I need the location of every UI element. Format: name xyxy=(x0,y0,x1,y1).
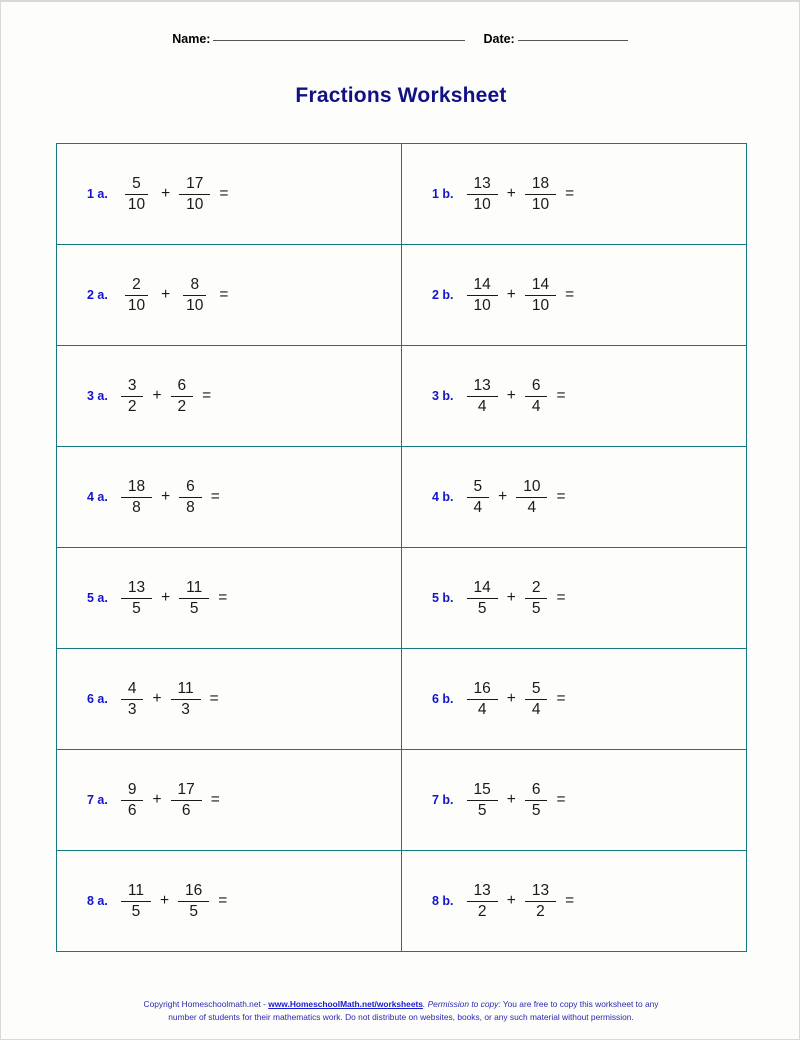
numerator: 6 xyxy=(179,478,202,497)
denominator: 8 xyxy=(132,498,141,516)
denominator: 8 xyxy=(186,498,195,516)
equals-sign: = xyxy=(202,387,212,405)
operator-plus: + xyxy=(152,791,162,809)
equals-sign: = xyxy=(218,589,228,607)
denominator: 5 xyxy=(477,801,487,819)
problem-cell xyxy=(402,750,747,851)
problem-grid xyxy=(56,143,747,952)
denominator: 5 xyxy=(189,902,198,920)
fraction-first xyxy=(467,680,498,718)
problem-expression xyxy=(121,882,227,920)
problem-row xyxy=(57,750,747,851)
fraction-second xyxy=(525,579,548,617)
denominator: 5 xyxy=(477,599,487,617)
problem-label: 7 a. xyxy=(87,793,108,807)
page-title: Fractions Worksheet xyxy=(295,84,507,107)
problem-expression xyxy=(121,478,220,516)
permission-text-part1: You are free to copy this worksheet to any xyxy=(500,999,659,1009)
numerator: 13 xyxy=(121,579,152,598)
problem-row xyxy=(57,346,747,447)
problem-expression xyxy=(121,276,229,314)
problem-row xyxy=(57,447,747,548)
numerator: 11 xyxy=(121,882,151,901)
operator-plus: + xyxy=(161,185,171,203)
numerator: 5 xyxy=(467,478,490,497)
equals-sign: = xyxy=(218,892,228,910)
numerator: 13 xyxy=(467,175,498,194)
problem-expression xyxy=(121,377,211,415)
fraction-first xyxy=(121,579,152,617)
operator-plus: + xyxy=(161,488,171,506)
numerator: 6 xyxy=(525,377,548,396)
problem-label: 3 a. xyxy=(87,389,108,403)
problem-label: 6 b. xyxy=(432,692,454,706)
fraction-second xyxy=(179,579,209,617)
problem-expression xyxy=(467,478,566,516)
problem-label: 6 a. xyxy=(87,692,108,706)
numerator: 15 xyxy=(467,781,498,800)
denominator: 10 xyxy=(127,296,146,314)
problem-cell xyxy=(57,245,402,346)
denominator: 10 xyxy=(127,195,146,213)
problem-expression xyxy=(467,882,575,920)
footer-line-1 xyxy=(1,998,800,1011)
fraction-first xyxy=(467,377,498,415)
operator-plus: + xyxy=(506,791,516,809)
problem-expression xyxy=(467,680,566,718)
denominator: 5 xyxy=(189,599,199,617)
problem-3b xyxy=(402,346,746,446)
problem-label: 8 a. xyxy=(87,894,108,908)
problem-cell xyxy=(402,245,747,346)
numerator: 13 xyxy=(467,377,498,396)
operator-plus: + xyxy=(152,387,162,405)
operator-plus: + xyxy=(498,488,508,506)
problem-1b xyxy=(402,144,746,244)
denominator: 10 xyxy=(531,195,550,213)
numerator: 13 xyxy=(467,882,498,901)
problem-label: 1 b. xyxy=(432,187,454,201)
denominator: 10 xyxy=(531,296,550,314)
problem-expression xyxy=(467,781,566,819)
problem-cell xyxy=(402,346,747,447)
problem-label: 5 a. xyxy=(87,591,108,605)
fraction-second xyxy=(179,478,202,516)
fraction-second xyxy=(525,276,556,314)
equals-sign: = xyxy=(556,791,566,809)
denominator: 4 xyxy=(477,397,487,415)
operator-plus: + xyxy=(506,286,516,304)
footer xyxy=(1,998,800,1023)
problem-2a xyxy=(57,245,401,345)
problem-cell xyxy=(57,851,402,952)
operator-plus: + xyxy=(506,185,516,203)
denominator: 10 xyxy=(186,296,204,314)
fraction-first xyxy=(467,478,490,516)
fraction-first xyxy=(121,680,144,718)
numerator: 16 xyxy=(178,882,209,901)
numerator: 2 xyxy=(125,276,148,295)
denominator: 2 xyxy=(477,902,487,920)
equals-sign: = xyxy=(565,892,575,910)
denominator: 5 xyxy=(531,599,541,617)
problem-2b xyxy=(402,245,746,345)
fraction-first xyxy=(467,781,498,819)
fraction-first xyxy=(467,175,498,213)
operator-plus: + xyxy=(506,892,516,910)
equals-sign: = xyxy=(556,690,566,708)
problem-5a xyxy=(57,548,401,648)
date-input-rule[interactable] xyxy=(518,40,628,41)
equals-sign: = xyxy=(210,488,220,506)
problem-7b xyxy=(402,750,746,850)
denominator: 6 xyxy=(127,801,137,819)
numerator: 8 xyxy=(183,276,206,295)
numerator: 14 xyxy=(467,579,498,598)
problem-label: 4 b. xyxy=(432,490,454,504)
fraction-second xyxy=(171,377,194,415)
denominator: 4 xyxy=(473,498,483,516)
numerator: 9 xyxy=(121,781,144,800)
numerator: 17 xyxy=(179,175,210,194)
denominator: 5 xyxy=(132,599,141,617)
denominator: 4 xyxy=(531,397,541,415)
fraction-first xyxy=(121,276,152,314)
fraction-first xyxy=(467,579,498,617)
problem-4a xyxy=(57,447,401,547)
problem-expression xyxy=(121,680,219,718)
denominator: 10 xyxy=(473,296,491,314)
fraction-second xyxy=(525,175,556,213)
equals-sign: = xyxy=(556,387,566,405)
problem-cell xyxy=(57,548,402,649)
denominator: 2 xyxy=(177,397,187,415)
problem-expression xyxy=(467,175,575,213)
problem-4b xyxy=(402,447,746,547)
numerator: 5 xyxy=(525,680,548,699)
problem-label: 7 b. xyxy=(432,793,454,807)
denominator: 10 xyxy=(186,195,204,213)
numerator: 18 xyxy=(525,175,556,194)
fraction-first xyxy=(121,478,152,516)
denominator: 10 xyxy=(473,195,491,213)
equals-sign: = xyxy=(556,488,566,506)
numerator: 17 xyxy=(171,781,202,800)
problem-label: 2 b. xyxy=(432,288,454,302)
equals-sign: = xyxy=(209,690,219,708)
copyright-text: Copyright Homeschoolmath.net - xyxy=(143,999,269,1009)
denominator: 4 xyxy=(477,700,487,718)
problem-cell xyxy=(402,548,747,649)
problem-cell xyxy=(57,649,402,750)
fraction-second xyxy=(525,377,548,415)
numerator: 2 xyxy=(525,579,548,598)
numerator: 11 xyxy=(171,680,201,699)
problem-label: 1 a. xyxy=(87,187,108,201)
fraction-first xyxy=(121,175,152,213)
problem-label: 3 b. xyxy=(432,389,454,403)
fraction-second xyxy=(179,276,210,314)
problem-grid-body xyxy=(57,144,747,952)
operator-plus: + xyxy=(159,892,170,910)
numerator: 11 xyxy=(179,579,209,598)
fraction-second xyxy=(171,781,202,819)
numerator: 6 xyxy=(171,377,194,396)
problem-expression xyxy=(467,377,566,415)
problem-cell xyxy=(402,144,747,245)
operator-plus: + xyxy=(152,690,162,708)
problem-6a xyxy=(57,649,401,749)
numerator: 16 xyxy=(467,680,498,699)
problem-cell xyxy=(402,851,747,952)
problem-cell xyxy=(57,447,402,548)
denominator: 2 xyxy=(127,397,137,415)
problem-8b xyxy=(402,851,746,951)
denominator: 3 xyxy=(127,700,137,718)
operator-plus: + xyxy=(506,589,516,607)
equals-sign: = xyxy=(219,286,229,304)
problem-cell xyxy=(402,447,747,548)
name-input-rule[interactable] xyxy=(213,40,465,41)
numerator: 3 xyxy=(121,377,144,396)
name-label: Name: xyxy=(172,32,211,46)
problem-expression xyxy=(467,276,575,314)
fraction-first xyxy=(121,882,151,920)
date-label: Date: xyxy=(483,32,515,46)
numerator: 18 xyxy=(121,478,152,497)
fraction-second xyxy=(516,478,547,516)
problem-row xyxy=(57,649,747,750)
denominator: 4 xyxy=(527,498,537,516)
fraction-first xyxy=(467,276,498,314)
fraction-second xyxy=(525,781,548,819)
denominator: 2 xyxy=(536,902,545,920)
fraction-second xyxy=(178,882,209,920)
equals-sign: = xyxy=(219,185,229,203)
problem-5b xyxy=(402,548,746,648)
problem-expression xyxy=(467,579,566,617)
problem-cell xyxy=(402,649,747,750)
denominator: 5 xyxy=(131,902,141,920)
problem-cell xyxy=(57,750,402,851)
problem-row xyxy=(57,851,747,952)
operator-plus: + xyxy=(161,286,171,304)
denominator: 5 xyxy=(531,801,541,819)
numerator: 13 xyxy=(525,882,556,901)
numerator: 10 xyxy=(516,478,547,497)
denominator: 3 xyxy=(181,700,190,718)
numerator: 14 xyxy=(467,276,498,295)
problem-expression xyxy=(121,579,227,617)
fraction-second xyxy=(525,882,556,920)
problem-label: 5 b. xyxy=(432,591,454,605)
numerator: 6 xyxy=(525,781,548,800)
problem-row xyxy=(57,245,747,346)
equals-sign: = xyxy=(565,286,575,304)
fraction-second xyxy=(171,680,201,718)
problem-label: 4 a. xyxy=(87,490,108,504)
problem-cell xyxy=(57,346,402,447)
denominator: 4 xyxy=(531,700,541,718)
numerator: 4 xyxy=(121,680,144,699)
problem-label: 2 a. xyxy=(87,288,108,302)
fraction-first xyxy=(121,781,144,819)
fraction-first xyxy=(467,882,498,920)
operator-plus: + xyxy=(161,589,171,607)
problem-row xyxy=(57,548,747,649)
fraction-second xyxy=(525,680,548,718)
permission-label: . Permission to copy: xyxy=(422,999,501,1009)
problem-7a xyxy=(57,750,401,850)
operator-plus: + xyxy=(506,387,516,405)
fraction-second xyxy=(179,175,210,213)
problem-expression xyxy=(121,781,220,819)
denominator: 6 xyxy=(181,801,191,819)
problem-8a xyxy=(57,851,401,951)
operator-plus: + xyxy=(506,690,516,708)
numerator: 14 xyxy=(525,276,556,295)
problem-cell xyxy=(57,144,402,245)
problem-row xyxy=(57,144,747,245)
equals-sign: = xyxy=(556,589,566,607)
problem-1a xyxy=(57,144,401,244)
numerator: 5 xyxy=(125,175,148,194)
homeschoolmath-link[interactable]: www.HomeschoolMath.net/worksheets xyxy=(268,999,423,1009)
problem-6b xyxy=(402,649,746,749)
problem-expression xyxy=(121,175,229,213)
footer-line-2: number of students for their mathematics work. Do not distribute on websites, books, or any such material without permission. xyxy=(168,1011,634,1022)
fraction-first xyxy=(121,377,144,415)
equals-sign: = xyxy=(565,185,575,203)
equals-sign: = xyxy=(210,791,220,809)
problem-3a xyxy=(57,346,401,446)
problem-label: 8 b. xyxy=(432,894,454,908)
name-date-line xyxy=(1,32,800,46)
